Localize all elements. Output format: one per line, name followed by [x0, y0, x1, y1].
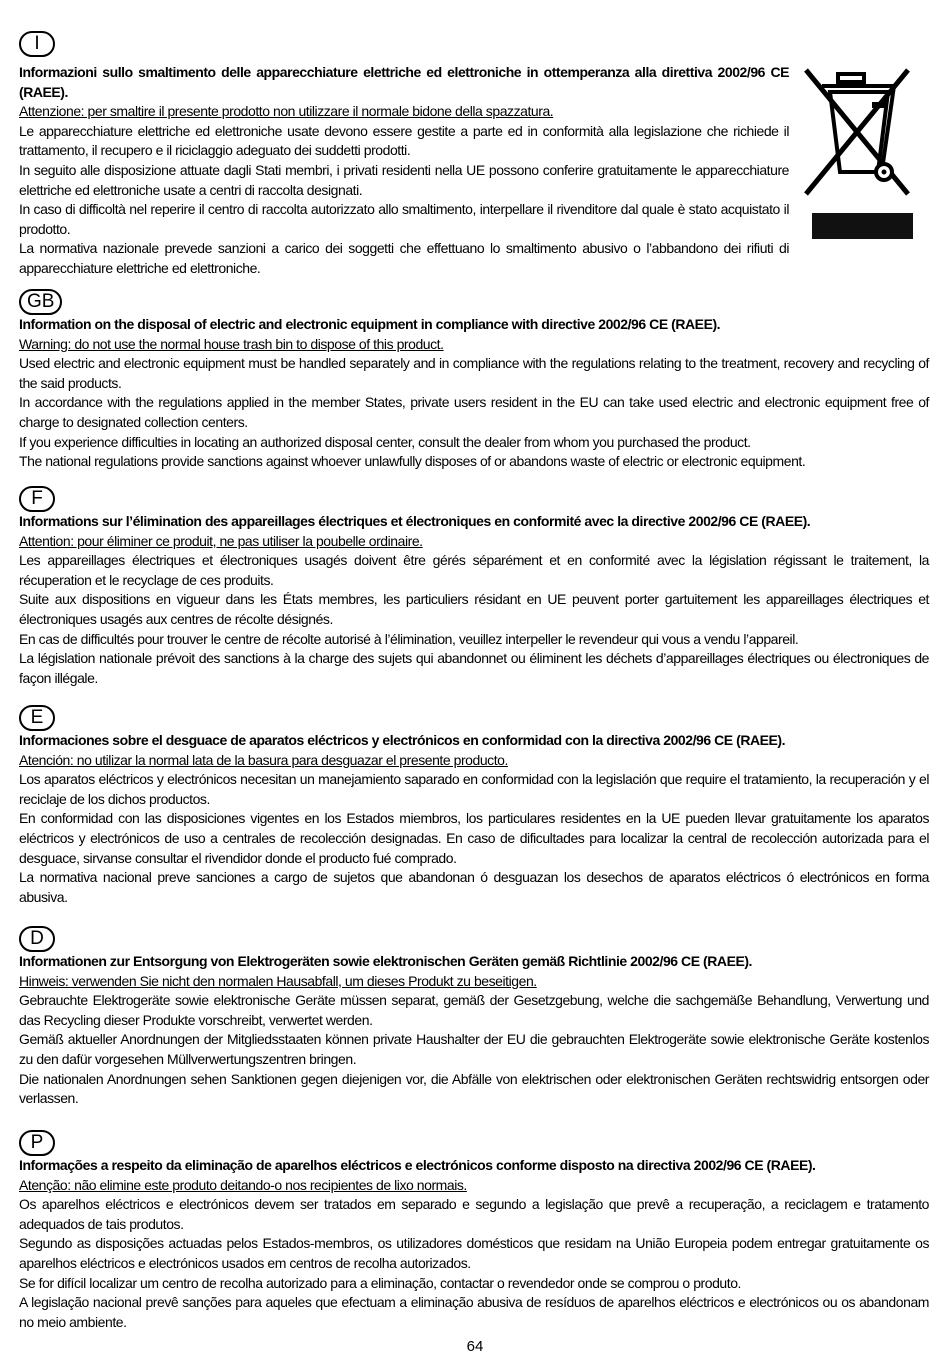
- paragraph: Used electric and electronic equipment must be handled separately and in compliance with the regulations relating to the treatment, recovery and recycling of the said products.: [19, 355, 929, 391]
- section-english: [19, 289, 929, 472]
- paragraph: Les appareillages électriques et électroniques usagés doivent être gérés séparément et en conformité avec la législation régissant le traitement, la récuperation et le recyclage de ces produits.: [19, 552, 929, 588]
- paragraph: Se for difícil localizar um centro de recolha autorizado para a eliminação, contactar o revendedor onde se comprou o produto.: [19, 1274, 741, 1291]
- paragraph: Os aparelhos eléctricos e electrónicos devem ser tratados em separado e segundo a legislação que prevê a recuperação, a reciclagem e tratamento adequados de tais produtos.: [19, 1196, 929, 1232]
- warning-text: Hinweis: verwenden Sie nicht den normalen Hausabfall, um dieses Produkt zu beseitigen.: [19, 972, 537, 989]
- section-italian: [19, 31, 929, 279]
- section-portuguese: [19, 1130, 929, 1332]
- section-german: [19, 926, 929, 1109]
- language-badge-d: D: [19, 926, 55, 952]
- paragraph: Segundo as disposições actuadas pelos Estados-membros, os utilizadores domésticos que residam na União Europeia podem entregar gratuitamente os aparelhos eléctricos e electrónicos usados em centros de recolha autorizados.: [19, 1235, 929, 1271]
- paragraph: In accordance with the regulations applied in the member States, private users resident in the EU can take used electric and electronic equipment free of charge to designated collection centers.: [19, 394, 929, 430]
- section-title: Informazioni sullo smaltimento delle apparecchiature elettriche ed elettroniche in ottemperanza alla direttiva 2002/96 CE (RAEE).: [19, 64, 789, 100]
- warning-text: Atenção: não elimine este produto deitando-o nos recipientes de lixo normais.: [19, 1176, 467, 1193]
- paragraph: Gemäß aktueller Anordnungen der Mitgliedsstaaten können private Haushalter der EU die gebrauchten Elektrogeräte sowie elektronische Geräte kostenlos zu den dafür vorgesehen Müllverwertungszentren bringen.: [19, 1031, 929, 1067]
- paragraph: In seguito alle disposizione attuate dagli Stati membri, i privati residenti nella UE possono conferire gratuitamente le apparecchiature elettriche ed elettroniche usate a centri di raccolta designati.: [19, 161, 789, 198]
- paragraph: In caso di difficoltà nel reperire il centro di raccolta autorizzato allo smaltimento, interpellare il rivenditore dal quale è stato acquistato il prodotto.: [19, 201, 789, 237]
- section-spanish: [19, 705, 929, 907]
- paragraph: The national regulations provide sanctions against whoever unlawfully disposes of or abandons waste of electric or electronic equipment.: [19, 453, 806, 470]
- section-title: Informations sur l’élimination des appareillages électriques et électroniques en conformité avec la directive 2002/96 CE (RAEE).: [19, 513, 811, 529]
- paragraph: Gebrauchte Elektrogeräte sowie elektronische Geräte müssen separat, gemäß der Gesetzgebung, welche die sachgemäße Behandlung, Verwertung und das Recycling dieser Produkte vorschreibt, verwertet werden.: [19, 992, 929, 1028]
- language-badge-f: F: [19, 486, 55, 512]
- language-badge-it: I: [19, 31, 55, 57]
- section-title: Information on the disposal of electric and electronic equipment in compliance with directive 2002/96 CE (RAEE).: [19, 316, 721, 332]
- paragraph: En cas de difficultés pour trouver le centre de récolte autorisé à l’élimination, veuillez interpeller le revendeur qui vous a vendu l’appareil.: [19, 630, 799, 647]
- paragraph: Le apparecchiature elettriche ed elettroniche usate devono essere gestite a parte ed in conformità alla legislazione che richiede il trattamento, il recupero e il riciclaggio adeguato dei suddetti prodotti.: [19, 122, 789, 159]
- section-title: Informações a respeito da eliminação de aparelhos eléctricos e electrónicos conforme disposto na directiva 2002/96 CE (RAEE).: [19, 1157, 816, 1173]
- paragraph: Los aparatos eléctricos y electrónicos necesitan un manejamiento saparado en conformidad con la legislación que require el tratamiento, la recuperación y el reciclaje de los dichos productos.: [19, 771, 929, 807]
- paragraph: Die nationalen Anordnungen sehen Sanktionen gegen diejenigen vor, die Abfälle von elektrischen oder elektronischen Geräten rechtswidrig entsorgen oder verlassen.: [19, 1070, 929, 1107]
- paragraph: La normativa nacional preve sanciones a cargo de sujetos que abandonan ó desguazan los desechos de aparatos eléctricos ó electrónicos en forma abusiva.: [19, 869, 929, 905]
- page-number: 64: [466, 1338, 484, 1355]
- paragraph: Suite aux dispositions en vigueur dans les États membres, les particuliers résidant en UE peuvent porter gartuitement les appareillages électriques et électroniques usagés aux centres de récolte désignés.: [19, 591, 929, 627]
- warning-text: Attention: pour éliminer ce produit, ne pas utiliser la poubelle ordinaire.: [19, 532, 423, 549]
- warning-text: Attenzione: per smaltire il presente prodotto non utilizzare il normale bidone della spazzatura.: [19, 103, 554, 120]
- section-title: Informationen zur Entsorgung von Elektrogeräten sowie elektronischen Geräten gemäß Richtlinie 2002/96 CE (RAEE).: [19, 953, 752, 969]
- warning-text: Warning: do not use the normal house trash bin to dispose of this product.: [19, 335, 444, 352]
- warning-text: Atención: no utilizar la normal lata de la basura para desguazar el presente producto.: [19, 751, 508, 768]
- paragraph: If you experience difficulties in locating an authorized disposal center, consult the dealer from whom you purchased the product.: [19, 433, 751, 450]
- black-bar-symbol: [812, 213, 913, 239]
- section-french: [19, 486, 929, 688]
- section-title: Informaciones sobre el desguace de aparatos eléctricos y electrónicos en conformidad con la directiva 2002/96 CE (RAEE).: [19, 732, 786, 748]
- paragraph: En conformidad con las disposiciones vigentes en los Estados miembros, los particulares residentes en la UE pueden llevar gratuitamente los aparatos eléctricos y electrónicos de uso a centrales de recolección designadas. En caso de dificultades para localizar la central de recolección autorizada para el desguace, sirvanse consultar el rivendidor donde el producto fué comprado.: [19, 810, 929, 866]
- paragraph: La législation nationale prévoit des sanctions à la charge des sujets qui abandonnet ou éliminent les déchets d’appareillages électriques ou électroniques de façon illégale.: [19, 650, 929, 686]
- paragraph: La normativa nazionale prevede sanzioni a carico dei soggetti che effettuano lo smaltimento abusivo o l’abbandono dei rifiuti di apparecchiature elettriche ed elettroniche.: [19, 240, 789, 276]
- language-badge-e: E: [19, 705, 55, 731]
- paragraph: A legislação nacional prevê sanções para aqueles que efectuam a eliminação abusiva de resíduos de aparelhos eléctricos e electrónicos ou os abandonam no meio ambiente.: [19, 1294, 929, 1330]
- language-badge-gb: GB: [19, 289, 62, 315]
- language-badge-p: P: [19, 1130, 55, 1156]
